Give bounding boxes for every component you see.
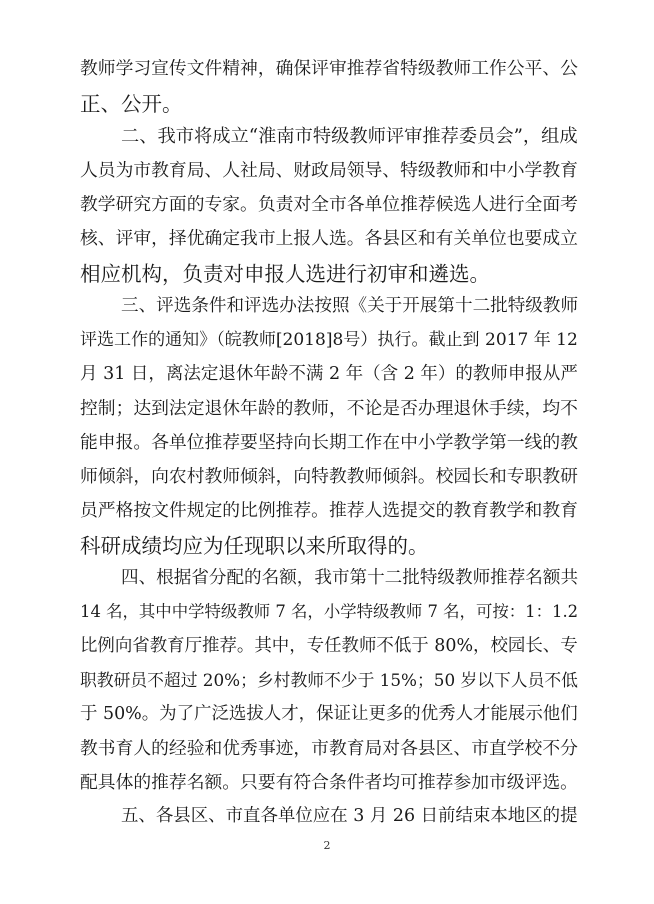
text-line: 控制；达到法定退休年龄的教师，不论是否办理退休手续，均不	[80, 398, 578, 419]
text-line: 教学研究方面的专家。负责对全市各单位推荐候选人进行全面考	[80, 194, 578, 215]
text-line: 五、各县区、市直各单位应在 3 月 26 日前结束本地区的提	[121, 806, 578, 826]
text-line: 正、公开。	[80, 92, 183, 116]
text-line: 14 名，其中中学特级教师 7 名，小学特级教师 7 名，可按：1：1.2	[80, 602, 579, 621]
text-line: 教书育人的经验和优秀事迹，市教育局对各县区、市直学校不分	[80, 738, 578, 759]
text-line: 二、我市将成立“淮南市特级教师评审推荐委员会”，组成	[121, 126, 578, 147]
text-line: 月 31 日，离法定退休年龄不满 2 年（含 2 年）的教师申报从严	[80, 364, 578, 384]
text-line: 评选工作的通知》（皖教师[2018]8号）执行。截止到 2017 年 12	[80, 330, 578, 350]
text-line: 核、评审，择优确定我市上报人选。各县区和有关单位也要成立	[80, 228, 578, 249]
text-line: 四、根据省分配的名额，我市第十二批特级教师推荐名额共	[121, 568, 579, 588]
text-line: 科研成绩均应为任现职以来所取得的。	[80, 534, 429, 558]
text-line: 教师学习宣传文件精神，确保评审推荐省特级教师工作公平、公	[80, 58, 578, 79]
text-line: 配具体的推荐名额。只要有符合条件者均可推荐参加市级评选。	[80, 772, 578, 793]
text-line: 于 50%。为了广泛选拔人才，保证让更多的优秀人才能展示他们	[80, 704, 578, 724]
page-number: 2	[323, 839, 331, 852]
text-line: 员严格按文件规定的比例推荐。推荐人选提交的教育教学和教育	[80, 500, 578, 521]
text-line: 人员为市教育局、人社局、财政局领导、特级教师和中小学教育	[80, 160, 578, 181]
text-line: 师倾斜，向农村教师倾斜，向特教教师倾斜。校园长和专职教研	[80, 466, 578, 487]
text-line: 比例向省教育厅推荐。其中，专任教师不低于 80%，校园长、专	[80, 636, 578, 656]
text-line: 相应机构，负责对申报人选进行初审和遴选。	[80, 262, 490, 286]
text-line: 职教研员不超过 20%；乡村教师不少于 15%；50 岁以下人员不低	[80, 670, 578, 690]
text-line: 能申报。各单位推荐要坚持向长期工作在中小学教学第一线的教	[80, 432, 578, 453]
text-line: 三、评选条件和评选办法按照《关于开展第十二批特级教师	[121, 296, 579, 316]
